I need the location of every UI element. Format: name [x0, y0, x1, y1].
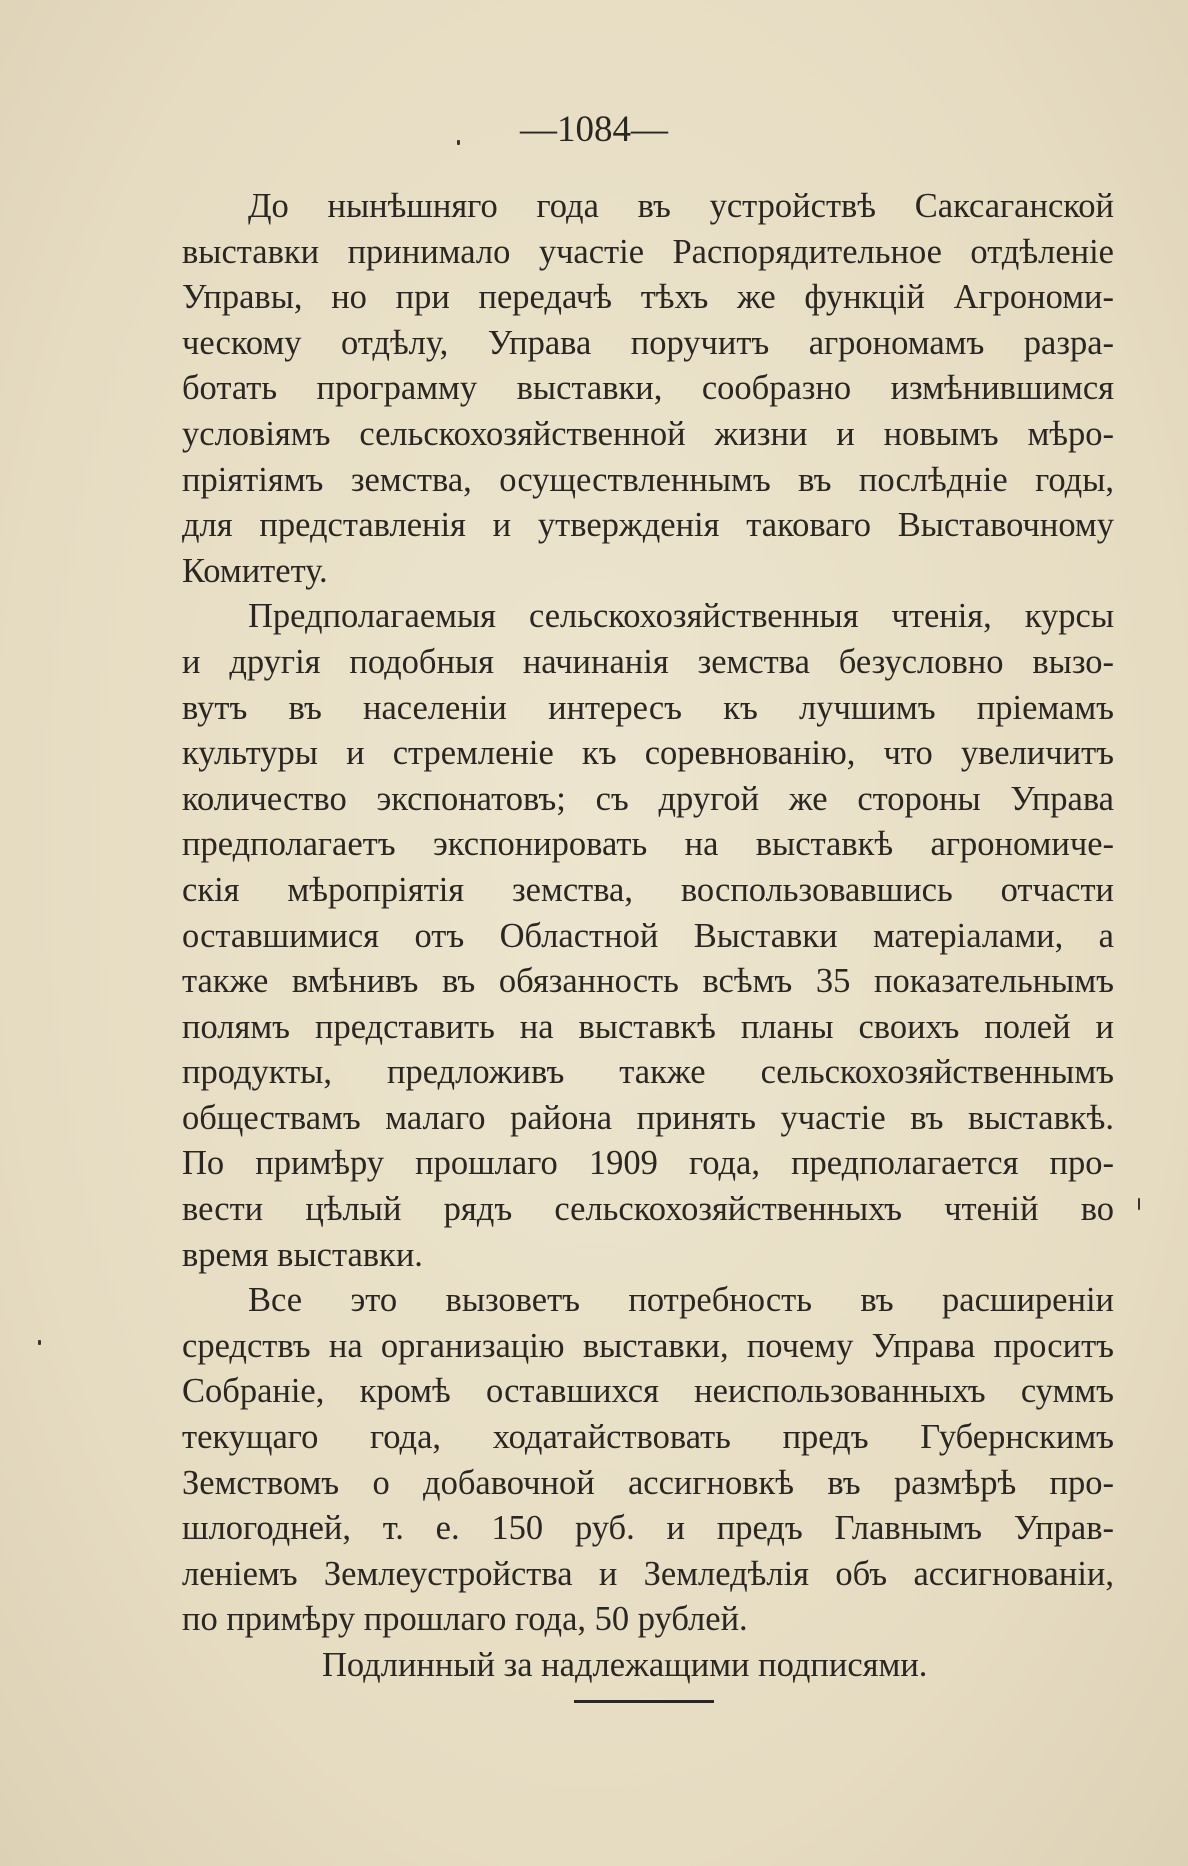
text-line: выставки принимало участіе Распорядительное отдѣленіе — [182, 232, 1114, 271]
text-line: скія мѣропріятія земства, воспользовавшись отчасти — [182, 870, 1114, 909]
text-line: Комитету. — [182, 551, 328, 590]
body-text — [182, 184, 1114, 1689]
text-line: Все это вызоветъ потребность въ расширеніи — [248, 1281, 1114, 1320]
text-line: леніемъ Землеустройства и Земледѣлія объ ассигнованіи, — [182, 1554, 1114, 1593]
page-number: —1084— — [520, 109, 668, 150]
signature-line: Подлинный за надлежащими подписями. — [322, 1646, 928, 1684]
text-line: шлогодней, т. е. 150 руб. и предъ Главнымъ Управ- — [182, 1509, 1114, 1548]
text-line: Собраніе, кромѣ оставшихся неиспользованныхъ суммъ — [182, 1372, 1114, 1411]
text-line: культуры и стремленіе къ соревнованію, что увеличитъ — [182, 734, 1114, 773]
text-line: ческому отдѣлу, Управа поручитъ агрономамъ разра- — [182, 323, 1114, 362]
paragraph-2 — [182, 594, 1114, 1278]
text-line: текущаго года, ходатайствовать предъ Губернскимъ — [182, 1418, 1114, 1457]
closing-rule — [574, 1700, 714, 1703]
text-line: обществамъ малаго района принять участіе въ выставкѣ. — [182, 1098, 1114, 1137]
text-line: и другія подобныя начинанія земства безусловно вызо- — [182, 642, 1114, 681]
print-speck — [38, 1340, 41, 1345]
print-speck — [1138, 1198, 1140, 1210]
text-line: для представленія и утвержденія таковаго Выставочному — [182, 506, 1114, 545]
text-line: Управы, но при передачѣ тѣхъ же функцій Агрономи- — [182, 278, 1114, 317]
text-line: также вмѣнивъ въ обязанность всѣмъ 35 показательнымъ — [182, 962, 1114, 1001]
text-line: условіямъ сельскохозяйственной жизни и новымъ мѣро- — [182, 414, 1114, 453]
text-line: предполагаетъ экспонировать на выставкѣ агрономиче- — [182, 825, 1114, 864]
text-line: вести цѣлый рядъ сельскохозяйственныхъ чтеній во — [182, 1190, 1114, 1229]
paragraph-3 — [182, 1278, 1114, 1643]
paragraph-1 — [182, 184, 1114, 594]
text-line: вутъ въ населеніи интересъ къ лучшимъ пріемамъ — [182, 688, 1114, 727]
text-line: По примѣру прошлаго 1909 года, предполагается про- — [182, 1144, 1114, 1183]
text-line: ботать программу выставки, сообразно измѣнившимся — [182, 369, 1114, 408]
text-line: количество экспонатовъ; съ другой же стороны Управа — [182, 779, 1114, 818]
text-line: Предполагаемыя сельскохозяйственныя чтенія, курсы — [248, 597, 1114, 636]
text-line: полямъ представить на выставкѣ планы своихъ полей и — [182, 1007, 1114, 1046]
text-line: по примѣру прошлаго года, 50 рублей. — [182, 1600, 748, 1639]
text-line: До нынѣшняго года въ устройствѣ Саксаганской — [248, 187, 1114, 225]
text-line: средствъ на организацію выставки, почему Управа проситъ — [182, 1326, 1114, 1365]
text-line: оставшимися отъ Областной Выставки матеріалами, а — [182, 916, 1114, 955]
text-line: продукты, предложивъ также сельскохозяйственнымъ — [182, 1053, 1114, 1092]
text-line: Земствомъ о добавочной ассигновкѣ въ размѣрѣ про- — [182, 1463, 1114, 1502]
text-line: время выставки. — [182, 1235, 423, 1274]
text-line: пріятіямъ земства, осуществленнымъ въ послѣдніе годы, — [182, 460, 1114, 499]
print-speck — [457, 140, 460, 145]
